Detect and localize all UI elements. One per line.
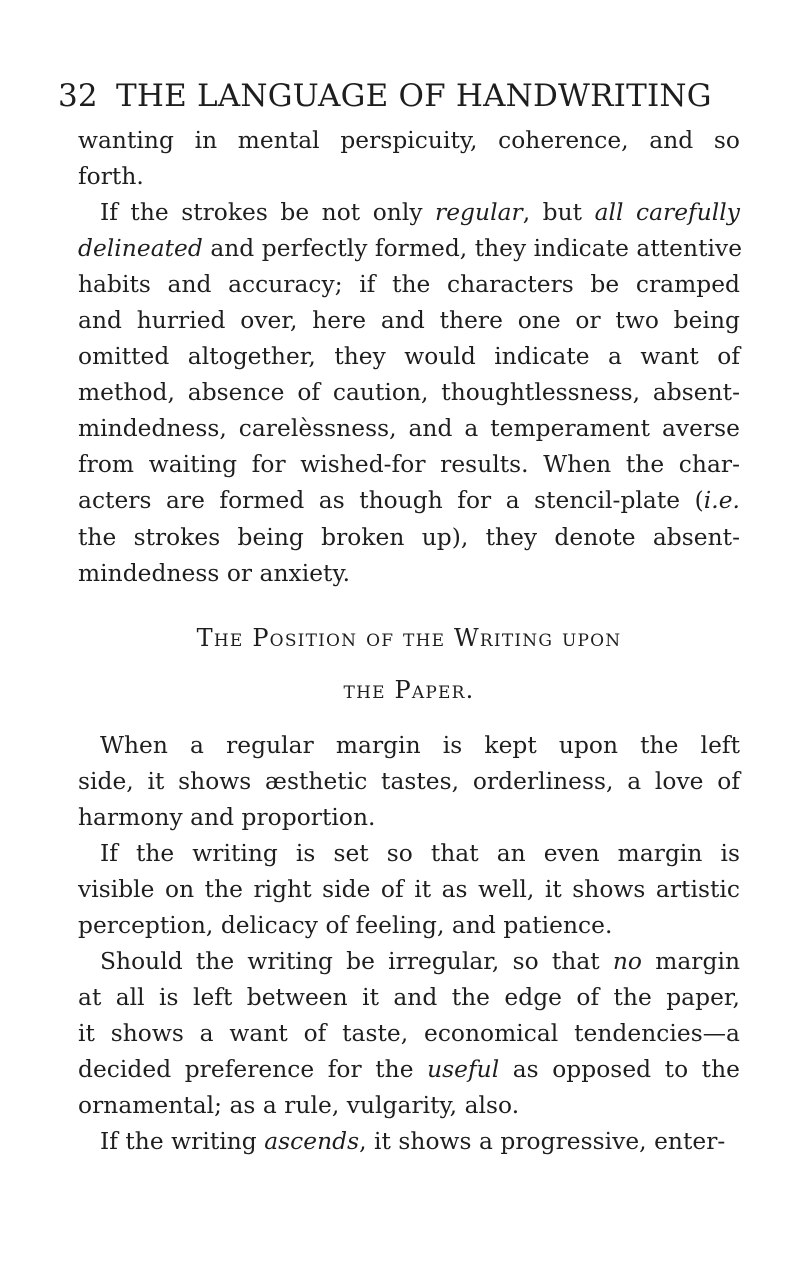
text-run: If the strokes be not only xyxy=(100,199,436,227)
text-run: and perfectly formed, they indicate attentive xyxy=(202,235,743,263)
text-line xyxy=(78,944,740,980)
body-text xyxy=(78,123,743,1160)
italic-text: all carefully xyxy=(594,199,740,227)
text-line xyxy=(78,231,743,267)
text-line: forth. xyxy=(78,163,144,191)
text-line: the strokes being broken up), they denote absent- xyxy=(78,523,740,551)
spacer xyxy=(78,592,740,612)
italic-text: no xyxy=(612,947,643,975)
text-line: visible on the right side of it as well, it shows artistic xyxy=(78,875,740,903)
text-line xyxy=(78,195,740,231)
text-line: from waiting for wished-for results. When the char- xyxy=(78,451,740,479)
text-run: Should the writing be irregular, so that xyxy=(100,947,613,975)
text-line: habits and accuracy; if the characters be cramped xyxy=(78,271,740,299)
text-run: acters are formed as though for a stencil-plate ( xyxy=(78,487,704,515)
text-run: , but xyxy=(522,199,595,227)
text-line: omitted altogether, they would indicate a want of xyxy=(78,343,740,371)
running-head xyxy=(58,78,758,114)
text-line: mindedness or anxiety. xyxy=(78,559,351,587)
italic-text: i.e. xyxy=(703,487,740,515)
italic-text: ascends xyxy=(264,1128,360,1156)
text-line: and hurried over, here and there one or two being xyxy=(78,307,740,335)
text-run: If the writing xyxy=(100,1128,265,1156)
page-number: 32 xyxy=(58,78,98,114)
text-line: harmony and proportion. xyxy=(78,803,376,831)
text-line: If the writing is set so that an even margin is xyxy=(100,839,740,867)
text-line: method, absence of caution, thoughtlessness, absent- xyxy=(78,379,740,407)
text-run: decided preference for the xyxy=(78,1056,428,1084)
section-heading: The Position of the Writing upon xyxy=(196,623,622,652)
text-line: When a regular margin is kept upon the left xyxy=(100,731,740,759)
text-line: mindedness, carelèssness, and a temperament averse xyxy=(78,415,740,443)
text-line: perception, delicacy of feeling, and patience. xyxy=(78,911,613,939)
text-line xyxy=(78,1124,740,1160)
text-line: wanting in mental perspicuity, coherence, and so xyxy=(78,127,740,154)
spacer xyxy=(78,716,740,728)
text-line: it shows a want of taste, economical tendencies—a xyxy=(78,1019,740,1047)
text-line xyxy=(78,1052,740,1088)
text-run: margin xyxy=(642,947,740,975)
italic-text: useful xyxy=(427,1056,500,1084)
italic-text: regular xyxy=(435,199,523,227)
section-heading: the Paper. xyxy=(343,675,475,704)
text-line: side, it shows æsthetic tastes, orderliness, a love of xyxy=(78,767,740,795)
text-line: ornamental; as a rule, vulgarity, also. xyxy=(78,1092,520,1120)
text-line: at all is left between it and the edge of the paper, xyxy=(78,983,740,1011)
text-run: , it shows a progressive, enter- xyxy=(359,1128,726,1156)
running-head-title: THE LANGUAGE OF HANDWRITING xyxy=(116,78,712,114)
text-line xyxy=(78,483,740,519)
text-run: as opposed to the xyxy=(499,1056,740,1084)
italic-text: delineated xyxy=(78,235,203,263)
